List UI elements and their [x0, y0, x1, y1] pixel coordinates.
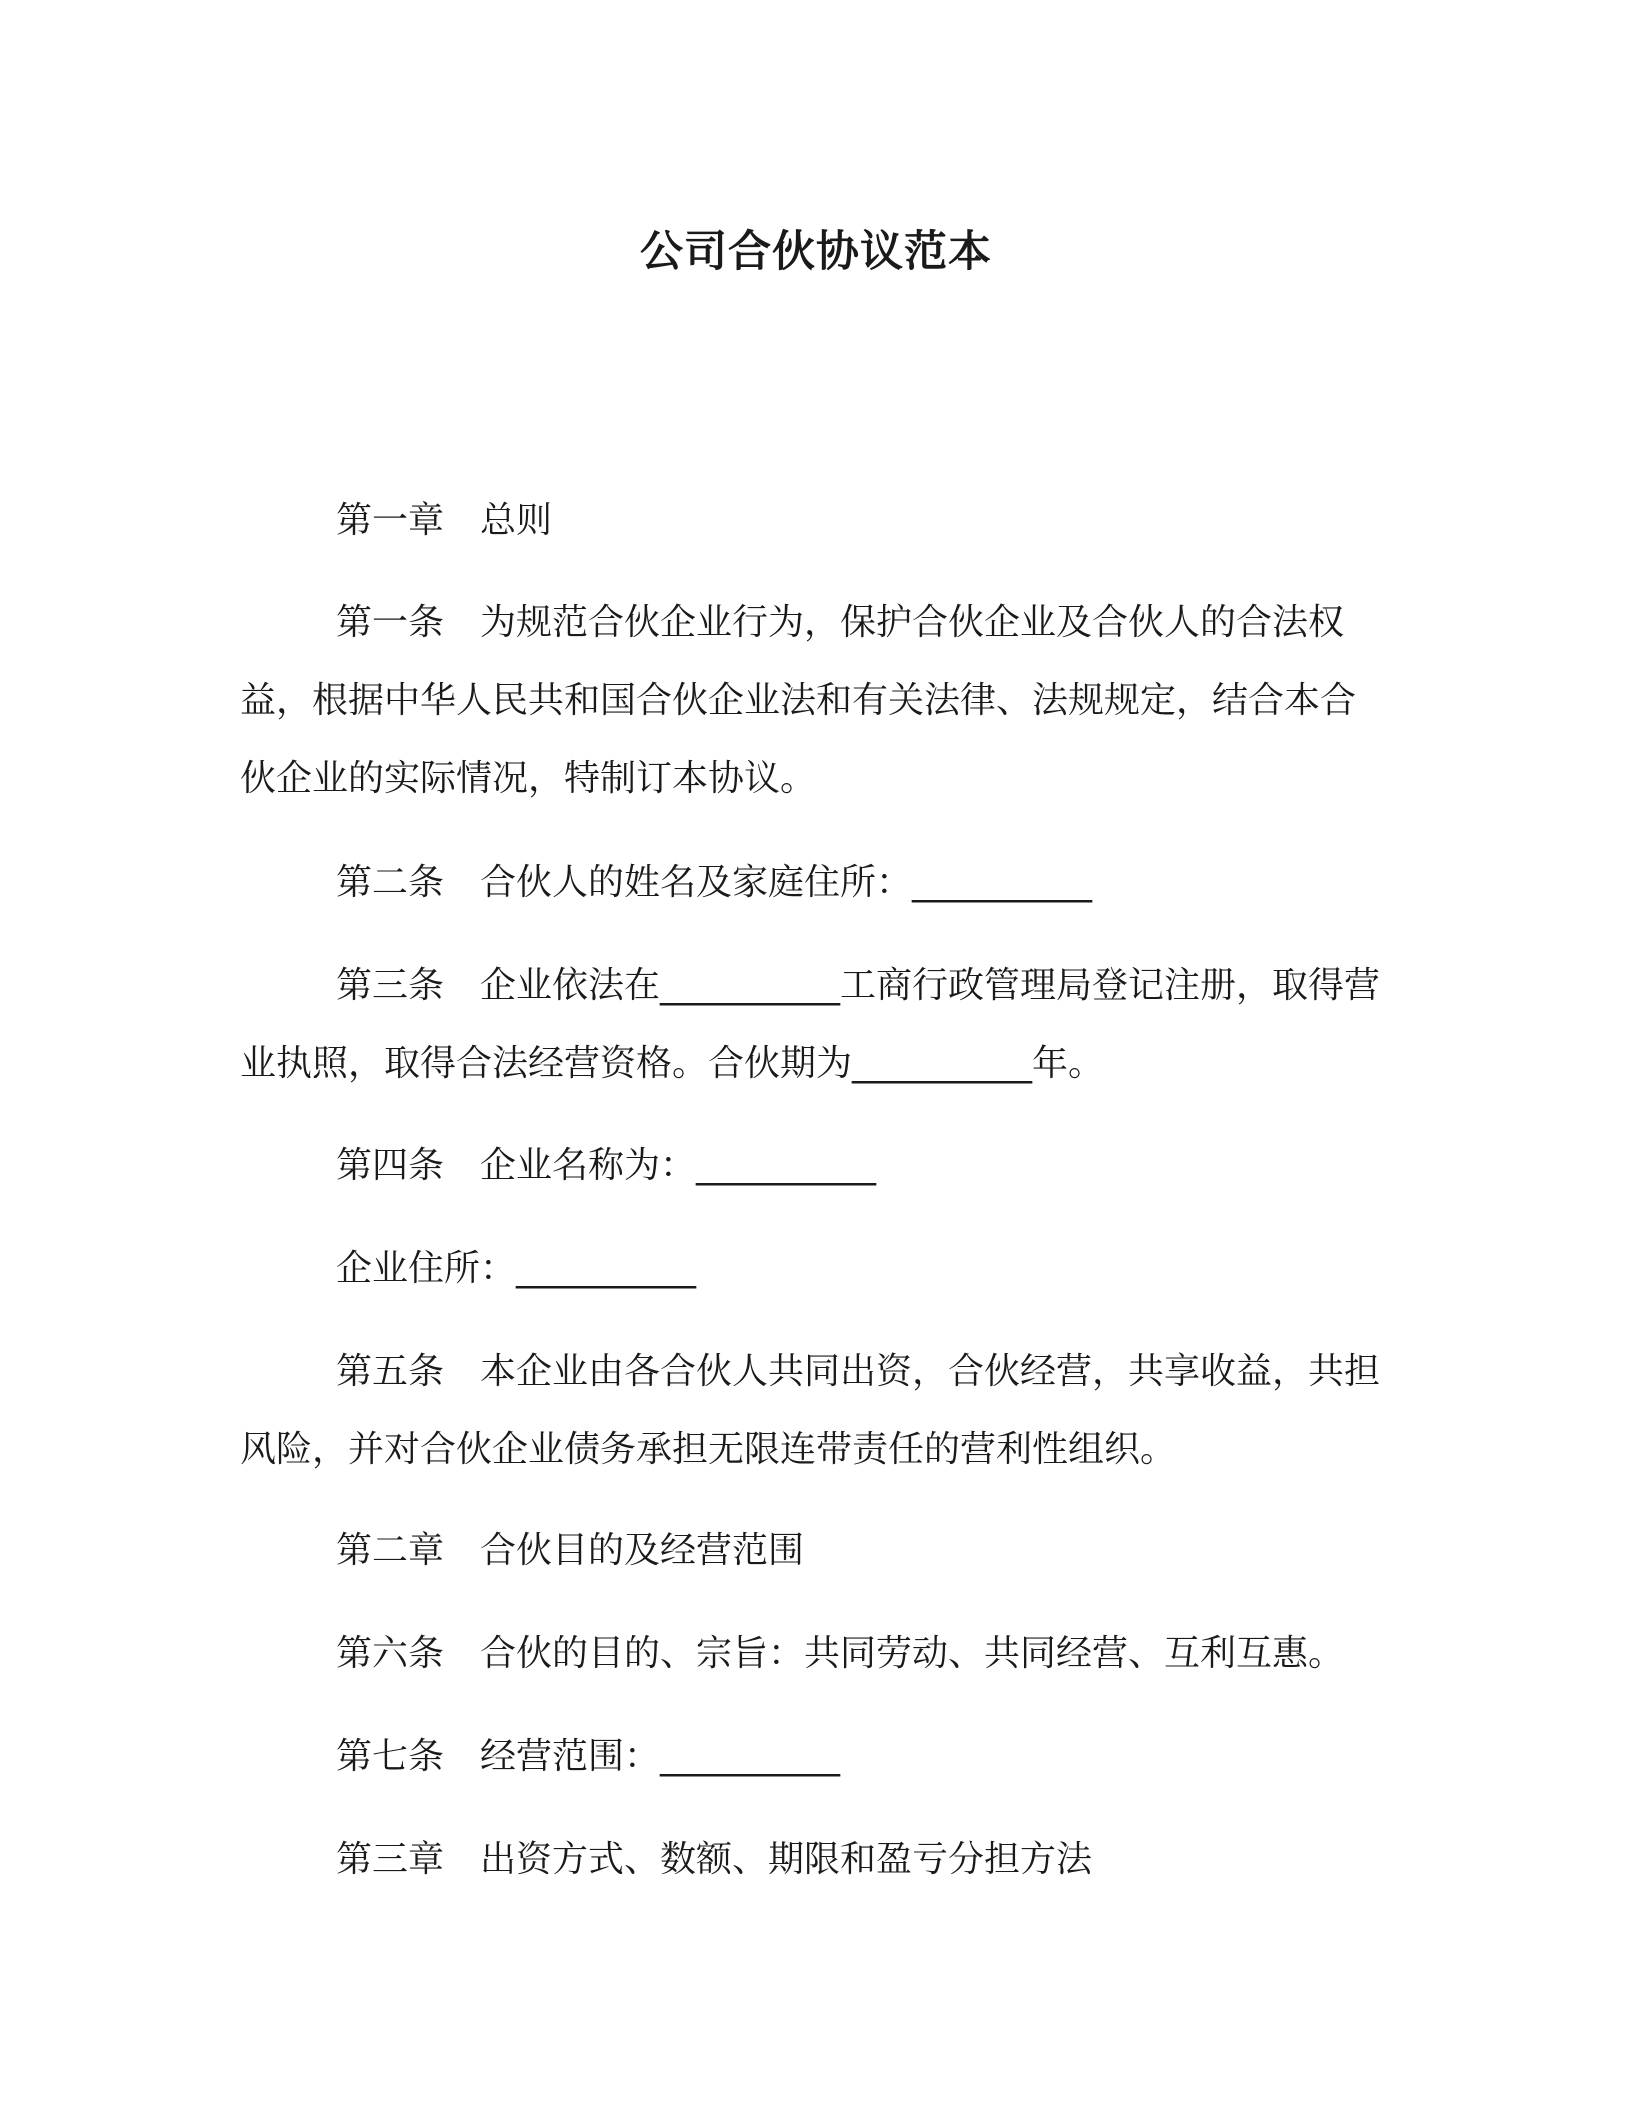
chapter-3-heading: 第三章 出资方式、数额、期限和盈亏分担方法 [336, 1839, 1093, 1880]
article-3: 第三条 企业依法在__________工商行政管理局登记注册，取得营业执照，取得合法经营资格。合伙期为__________年。 [240, 965, 1381, 1084]
article-4: 第四条 企业名称为：__________ [336, 1145, 877, 1186]
article-1: 第一条 为规范合伙企业行为，保护合伙企业及合伙人的合法权益，根据中华人民共和国合伙企业法和有关法律、法规规定，结合本合伙企业的实际情况，特制订本协议。 [240, 602, 1357, 799]
article-2: 第二条 合伙人的姓名及家庭住所：__________ [336, 862, 1093, 903]
chapter-1-heading: 第一章 总则 [336, 500, 553, 541]
article-6: 第六条 合伙的目的、宗旨：共同劳动、共同经营、互利互惠。 [336, 1633, 1345, 1674]
article-7: 第七条 经营范围：__________ [336, 1736, 841, 1777]
article-5: 第五条 本企业由各合伙人共同出资，合伙经营，共享收益，共担风险，并对合伙企业债务承担无限连带责任的营利性组织。 [240, 1351, 1381, 1470]
document-title: 公司合伙协议范本 [640, 227, 992, 277]
chapter-2-heading: 第二章 合伙目的及经营范围 [336, 1530, 805, 1571]
enterprise-address: 企业住所：__________ [336, 1248, 697, 1289]
